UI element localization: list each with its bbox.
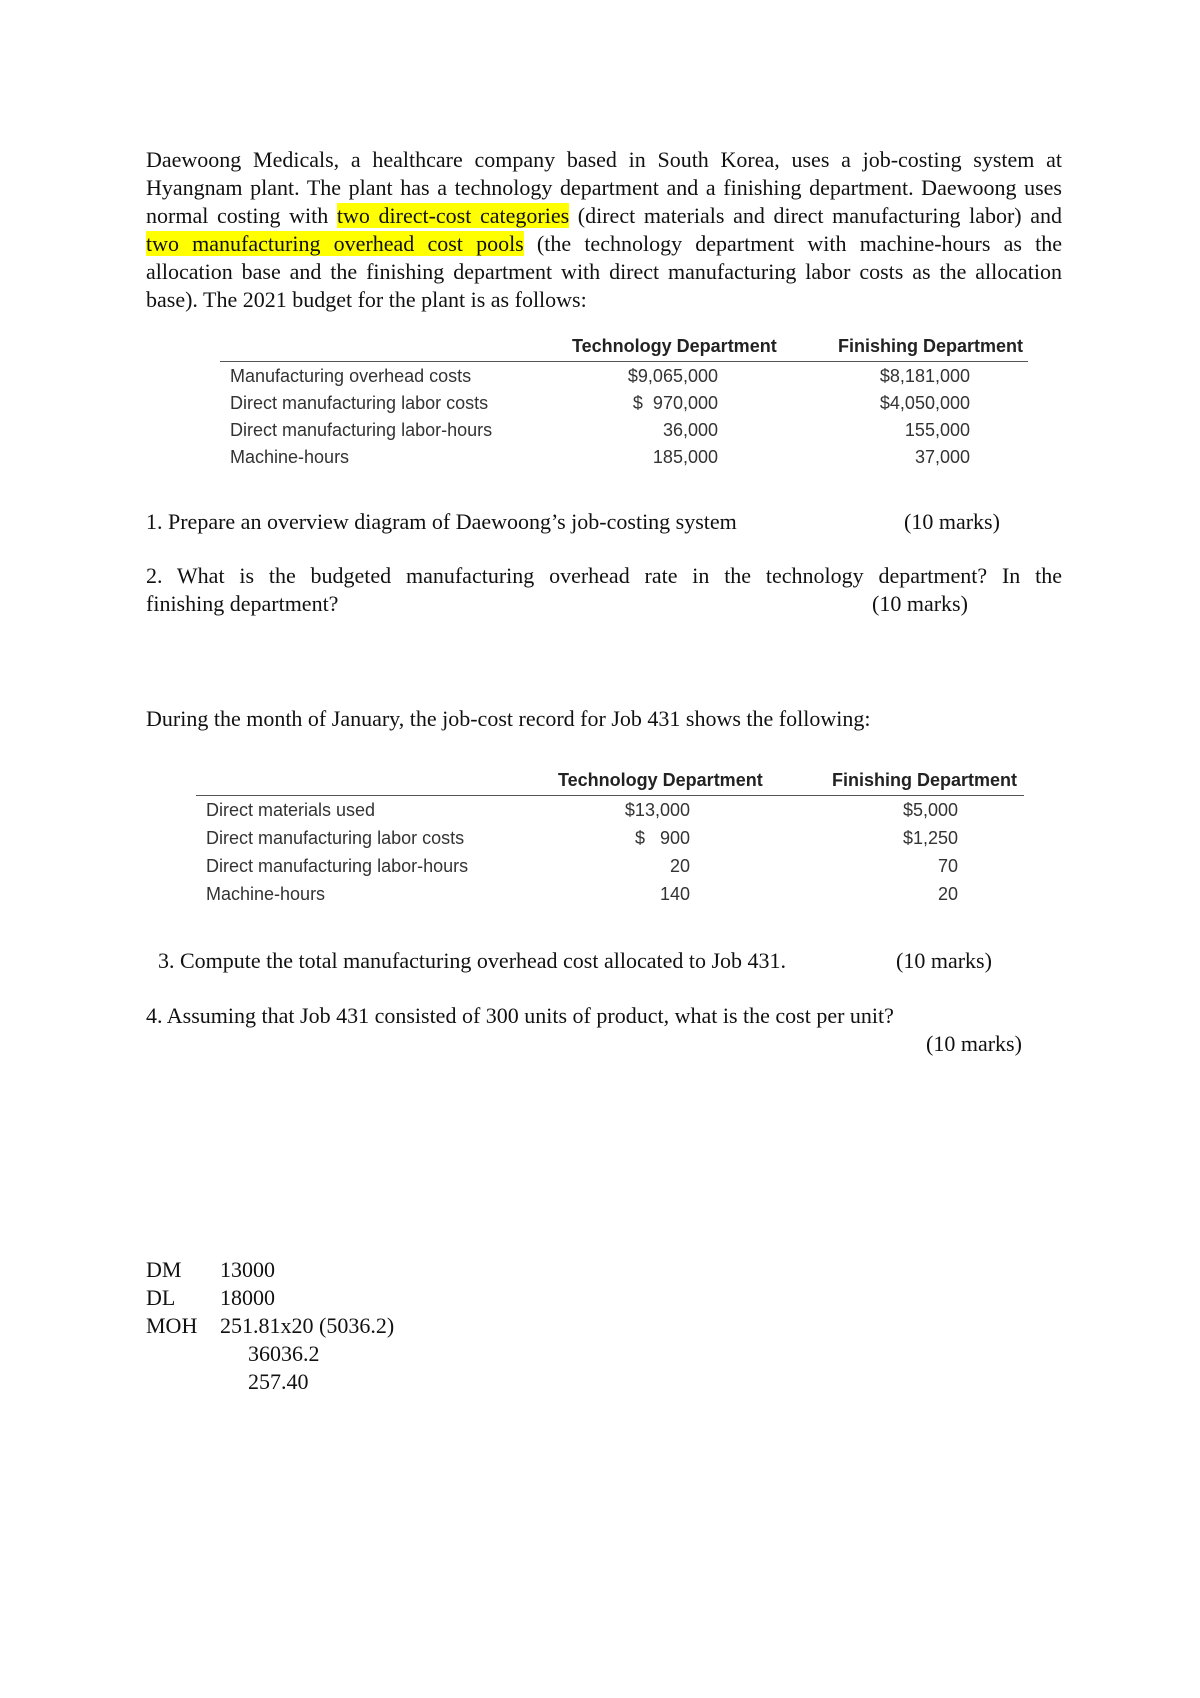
note-per-unit: 257.40 xyxy=(248,1369,309,1394)
question-4: 4. Assuming that Job 431 consisted of 300 units of product, what is the cost per unit? xyxy=(146,1003,894,1028)
january-intro: During the month of January, the job-cost record for Job 431 shows the following: xyxy=(146,706,871,731)
note-dm-label: DM xyxy=(146,1257,182,1282)
table-cell: $9,065,000 xyxy=(627,366,718,386)
table-cell: 70 xyxy=(937,856,958,876)
highlight-overhead-pools: two manufacturing overhead cost pools xyxy=(146,231,524,256)
note-moh-label: MOH xyxy=(146,1313,198,1338)
note-dl-label: DL xyxy=(146,1285,176,1310)
question-3-marks: (10 marks) xyxy=(896,948,992,973)
intro-paragraph xyxy=(146,146,1062,314)
question-3: 3. Compute the total manufacturing overhead cost allocated to Job 431. xyxy=(158,948,787,973)
question-2-line-1: 2. What is the budgeted manufacturing overhead rate in the technology department? In the xyxy=(146,563,1062,588)
note-moh-value: 251.81x20 (5036.2) xyxy=(220,1313,395,1338)
table-cell: $13,000 xyxy=(624,800,690,820)
table-cell: $5,000 xyxy=(902,800,958,820)
question-2-marks: (10 marks) xyxy=(872,591,968,616)
table-cell: $ 900 xyxy=(634,828,690,848)
budget-col-technology: Technology Department xyxy=(572,336,777,356)
table-cell: 185,000 xyxy=(652,447,718,467)
table-row-label: Direct manufacturing labor costs xyxy=(206,828,465,848)
table-row-label: Manufacturing overhead costs xyxy=(230,366,472,386)
table-row-label: Direct manufacturing labor-hours xyxy=(230,420,493,440)
table-row-label: Direct materials used xyxy=(206,800,376,820)
job-col-technology: Technology Department xyxy=(558,770,763,790)
budget-header-rule xyxy=(220,361,1028,362)
table-cell: 36,000 xyxy=(662,420,718,440)
table-row-label: Direct manufacturing labor-hours xyxy=(206,856,469,876)
table-cell: 20 xyxy=(669,856,690,876)
note-dm-value: 13000 xyxy=(220,1257,275,1282)
table-row-label: Machine-hours xyxy=(230,447,350,467)
table-row-label: Direct manufacturing labor costs xyxy=(230,393,489,413)
question-1-marks: (10 marks) xyxy=(904,509,1000,534)
note-total: 36036.2 xyxy=(248,1341,320,1366)
budget-col-finishing: Finishing Department xyxy=(838,336,1024,356)
table-cell: 20 xyxy=(937,884,958,904)
question-2-line-2: finishing department? xyxy=(146,591,339,616)
question-1: 1. Prepare an overview diagram of Daewoong’s job-costing system xyxy=(146,509,737,534)
intro-text-3: (the technology department with machine-hours as the allocation base and the finishing department with direct manufacturing labor costs as the allocation base). The 2021 budget for the plant is as follows: xyxy=(146,231,1062,312)
job-header-rule xyxy=(196,795,1024,796)
highlight-direct-cost: two direct-cost categories xyxy=(336,203,570,228)
table-cell: $ 970,000 xyxy=(632,393,718,413)
table-cell: $8,181,000 xyxy=(879,366,970,386)
table-cell: 140 xyxy=(659,884,690,904)
table-cell: $1,250 xyxy=(902,828,958,848)
table-cell: 155,000 xyxy=(904,420,970,440)
intro-text-2: (direct materials and direct manufacturing labor) and xyxy=(569,203,1063,228)
table-row-label: Machine-hours xyxy=(206,884,326,904)
table-cell: 37,000 xyxy=(914,447,970,467)
note-dl-value: 18000 xyxy=(220,1285,275,1310)
intro-text-1: Daewoong Medicals, a healthcare company based in South Korea, uses a job-costing system at Hyangnam plant. The plant has a technology department and a finishing department. Daewoong uses normal costing with xyxy=(146,147,1062,228)
question-4-marks: (10 marks) xyxy=(926,1031,1022,1056)
table-cell: $4,050,000 xyxy=(879,393,970,413)
job-col-finishing: Finishing Department xyxy=(832,770,1018,790)
